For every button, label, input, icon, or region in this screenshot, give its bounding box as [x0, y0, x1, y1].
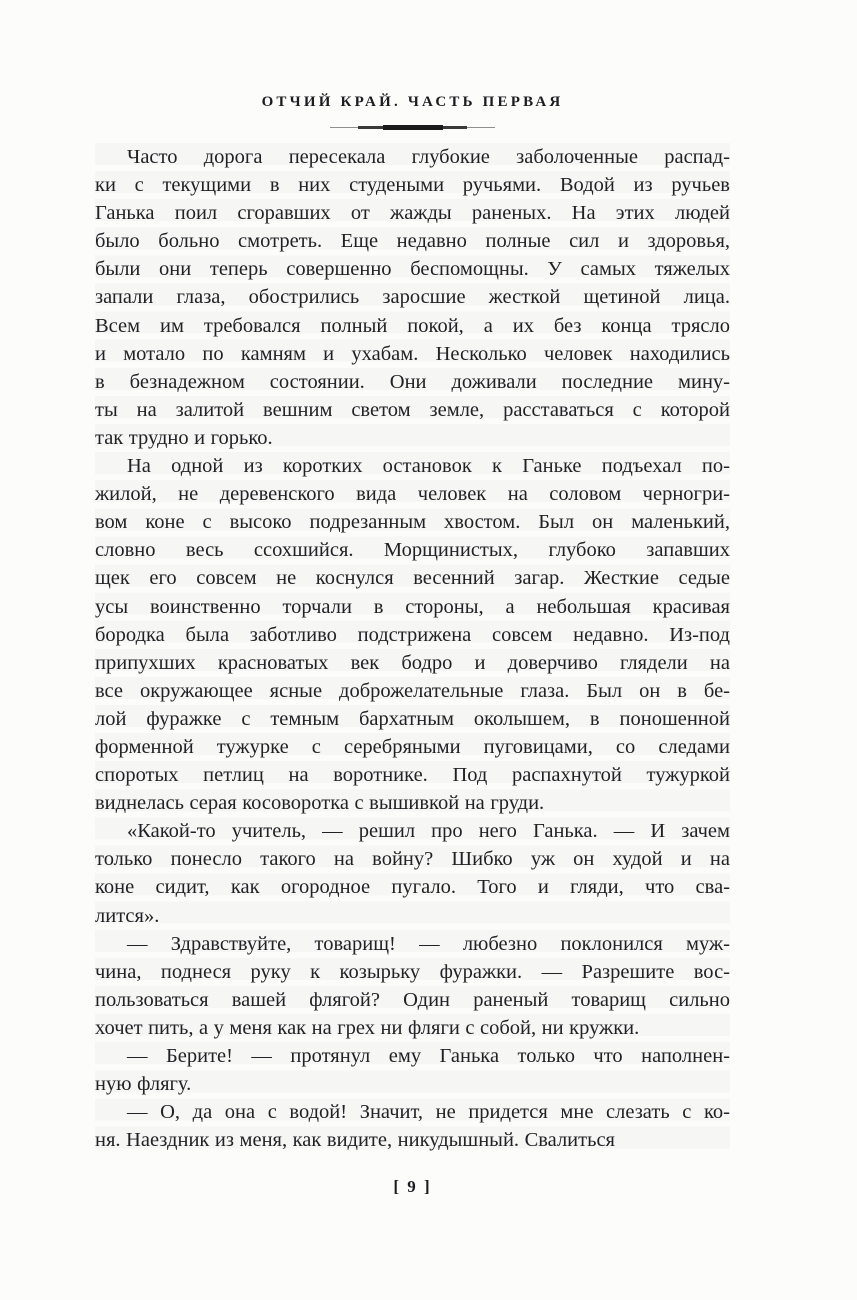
text-line: «Какой-то учитель, — решил про него Ганька. — И зачем [127, 820, 730, 843]
text-line: — Здравствуйте, товарищ! — любезно поклонился муж- [127, 932, 730, 955]
text-line: лится». [95, 904, 160, 927]
text-line: запали глаза, обострились заросшие жесткой щетиной лица. [95, 286, 730, 309]
text-line: На одной из коротких остановок к Ганьке подъехал по- [127, 455, 730, 478]
text-line: вом коне с высоко подрезанным хвостом. Был он маленький, [95, 511, 730, 534]
text-line: хочет пить, а у меня как на грех ни фляги с собой, ни кружки. [95, 1016, 640, 1039]
text-line: ня. Наездник из меня, как видите, никудышный. Свалиться [95, 1129, 615, 1152]
text-line: были они теперь совершенно беспомощны. У самых тяжелых [95, 258, 730, 281]
text-line: коне сидит, как огородное пугало. Того и гляди, что сва- [95, 876, 730, 899]
page-content [95, 0, 730, 1197]
text-line: ты на залитой вешним светом земле, расставаться с которой [95, 398, 730, 421]
text-line: усы воинственно торчали в стороны, а небольшая красивая [95, 595, 730, 618]
text-line: — О, да она с водой! Значит, не придется мне слезать с ко- [127, 1101, 730, 1124]
text-line: Часто дорога пересекала глубокие заболоченные распад- [127, 146, 730, 168]
text-line: в безнадежном состоянии. Они доживали последние мину- [95, 370, 730, 393]
divider-core-bar [383, 125, 443, 130]
paragraph [95, 1042, 730, 1098]
paragraph [95, 930, 730, 1042]
paragraph [95, 143, 730, 452]
text-line: так трудно и горько. [95, 426, 273, 449]
text-line: и мотало по камням и ухабам. Несколько человек находились [95, 342, 730, 365]
text-line: словно весь ссохшийся. Морщинистых, глубоко запавших [95, 539, 730, 562]
text-line: лой фуражке с темным бархатным околышем, в поношенной [95, 707, 730, 730]
text-line: чина, поднеся руку к козырьку фуражки. — Разрешите вос- [95, 960, 730, 983]
text-line: виднелась серая косоворотка с вышивкой на груди. [95, 792, 545, 815]
header-divider-ornament [330, 124, 495, 131]
paragraph [95, 452, 730, 817]
text-line: щек его совсем не коснулся весенний загар. Жесткие седые [95, 567, 730, 590]
text-line: припухших красноватых век бодро и доверчиво глядели на [95, 651, 730, 674]
text-line: пользоваться вашей флягой? Один раненый товарищ сильно [95, 988, 730, 1011]
text-line: — Берите! — протянул ему Ганька только что наполнен- [127, 1045, 730, 1067]
paragraph [95, 817, 730, 929]
text-line: жилой, не деревенского вида человек на соловом черногри- [95, 483, 730, 506]
paragraph [95, 1098, 730, 1154]
text-line: Ганька поил сгоравших от жажды раненых. На этих людей [95, 202, 730, 225]
page-number: [ 9 ] [393, 1177, 432, 1197]
text-line: форменной тужурке с серебряными пуговицами, со следами [95, 735, 730, 758]
text-line: только понесло такого на войну? Шибко уж он худой и на [95, 848, 730, 871]
body-text [95, 143, 730, 1154]
text-line: было больно смотреть. Еще недавно полные сил и здоровья, [95, 230, 730, 253]
running-header: ОТЧИЙ КРАЙ. ЧАСТЬ ПЕРВАЯ [261, 94, 564, 110]
text-line: ную флягу. [95, 1073, 192, 1096]
text-line: все окружающее ясные доброжелательные глаза. Был он в бе- [95, 679, 730, 702]
text-line: Всем им требовался полный покой, а их без конца трясло [95, 314, 730, 337]
text-line: бородка была заботливо подстрижена совсем недавно. Из-под [95, 623, 730, 646]
text-line: споротых петлиц на воротнике. Под распахнутой тужуркой [95, 764, 730, 787]
text-line: ки с текущими в них студеными ручьями. Водой из ручьев [95, 174, 730, 197]
